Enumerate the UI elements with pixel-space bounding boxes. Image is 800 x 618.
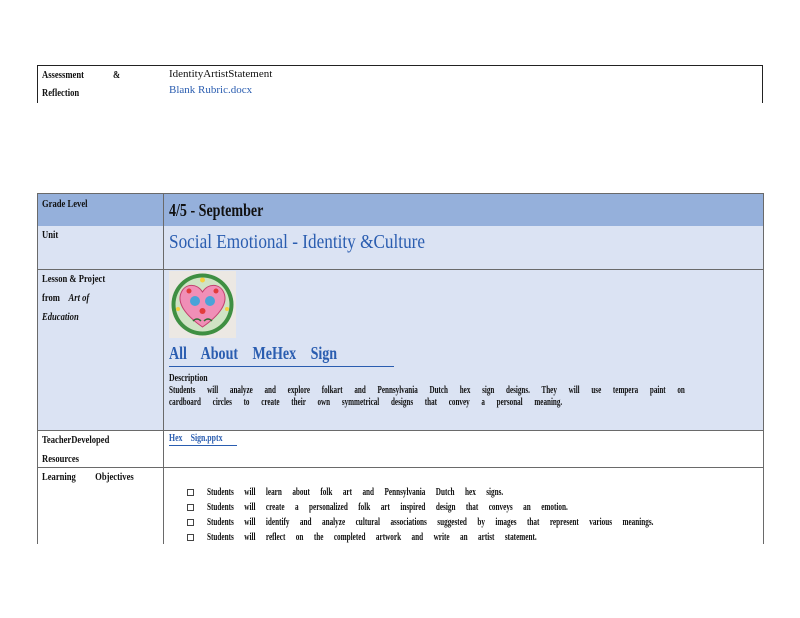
description-heading: Description	[169, 373, 208, 384]
learning-objectives-label: Learning Objectives	[42, 471, 134, 483]
table-border	[37, 226, 38, 269]
table-border	[763, 226, 764, 269]
list-item: Students will identify and analyze cultural associations suggested by images that represent various meanings.	[187, 515, 800, 530]
table-border	[163, 270, 164, 430]
objectives-list	[187, 485, 800, 545]
lesson-title[interactable]: All About MeHex Sign	[169, 343, 385, 364]
assessment-label-amp: &	[113, 69, 121, 81]
assessment-table	[37, 65, 763, 103]
table-border	[37, 431, 38, 467]
table-border	[163, 431, 164, 467]
list-item: Students will create a personalized folk art inspired design that conveys an emotion.	[187, 500, 800, 515]
table-border	[763, 431, 764, 467]
lesson-row	[37, 270, 764, 431]
grade-label: Grade Level	[42, 198, 88, 210]
unit-value: Social Emotional - Identity &Culture	[169, 231, 426, 253]
hex-sign-image	[169, 271, 236, 338]
table-border	[163, 226, 164, 269]
table-border	[37, 270, 38, 430]
checkbox-bullet-icon	[187, 489, 194, 496]
hex-sign-pptx-link[interactable]: Hex Sign.pptx	[169, 433, 238, 444]
teacher-resources-label: TeacherDeveloped Resources	[42, 434, 110, 465]
rubric-link[interactable]: Blank Rubric.docx	[169, 84, 253, 96]
learning-objectives-row	[37, 468, 764, 544]
lesson-label: Lesson & Project from Art of Education	[42, 273, 106, 323]
unit-row	[37, 226, 764, 270]
table-border	[762, 66, 763, 103]
list-item: Students will reflect on the completed artwork and write an artist statement.	[187, 530, 800, 545]
checkbox-bullet-icon	[187, 519, 194, 526]
title-underline	[169, 366, 394, 367]
assessment-label-line2: Reflection	[42, 87, 80, 99]
hex-sign-icon	[169, 271, 236, 338]
table-border	[37, 66, 38, 103]
assessment-statement: IdentityArtistStatement	[169, 68, 273, 80]
link-underline	[169, 445, 237, 446]
checkbox-bullet-icon	[187, 534, 194, 541]
table-border	[37, 194, 38, 226]
checkbox-bullet-icon	[187, 504, 194, 511]
assessment-label-line1: Assessment	[42, 69, 84, 81]
grade-value: 4/5 - September	[169, 200, 264, 220]
table-border	[763, 194, 764, 226]
unit-label: Unit	[42, 229, 59, 241]
grade-row	[37, 193, 764, 227]
table-border	[37, 468, 38, 544]
table-border	[163, 468, 164, 544]
description-text: Students will analyze and explore folkart and Pennsylvania Dutch hex sign designs. They will use tempera paint on cardboard circles to create their own symmetrical designs that convey a personal meaning.	[169, 385, 685, 408]
teacher-resources-row	[37, 431, 764, 468]
table-border	[163, 194, 164, 226]
list-item: Students will learn about folk art and Pennsylvania Dutch hex signs.	[187, 485, 800, 500]
